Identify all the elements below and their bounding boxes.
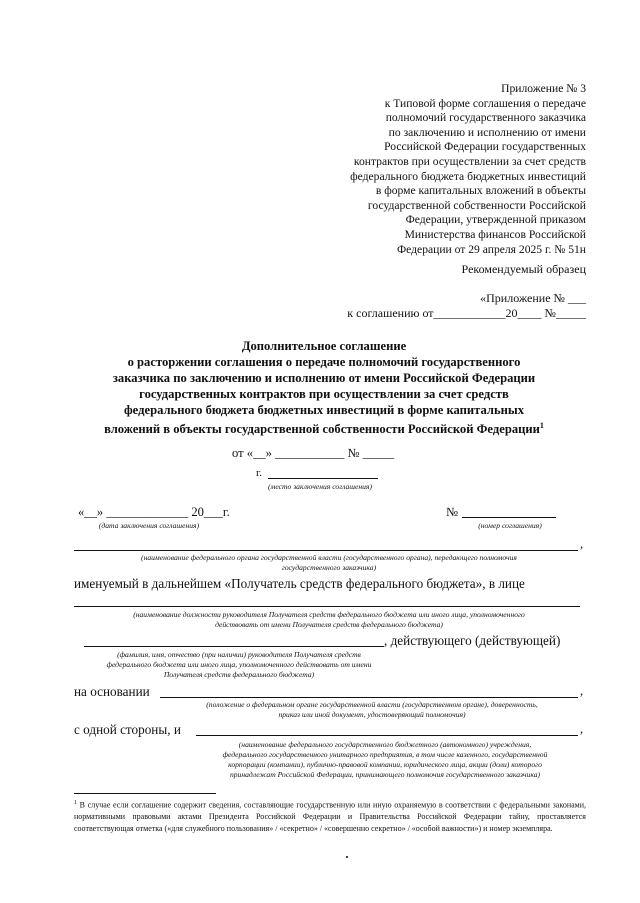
basis-label: на основании <box>74 684 150 699</box>
fullname-caption: (фамилия, имя, отчество (при наличии) руководителя Получателя средств федерального бюджета или иного лица, уполномоченного действовать от имени Получателя средств федерального бюджета) <box>106 650 372 679</box>
date-caption: (дата заключения соглашения) <box>98 521 200 530</box>
appendix-line: федерального бюджета бюджетных инвестиций <box>350 169 586 183</box>
footnote-number: 1 <box>74 800 77 806</box>
appendix-line: по заключению и исполнению от имени <box>388 125 586 139</box>
comma: , <box>580 684 584 698</box>
footnote-separator <box>74 793 216 794</box>
agreement-date-number: от «__» ___________ № _____ <box>232 446 395 460</box>
to-agreement-line: к соглашению от____________20____ №_____ <box>347 306 586 320</box>
position-caption: (наименование должности руководителя Получателя средств федерального бюджета или иного лица, уполномоченного действовать от имени Получателя средств федерального бюджета) <box>133 610 525 629</box>
comma: , <box>580 537 584 551</box>
title-line: заказчика по заключению и исполнению от имени Российской Федерации <box>112 371 536 385</box>
number-caption: (номер соглашения) <box>478 521 542 530</box>
acting-text: , действующего (действующей) <box>384 633 561 648</box>
place-line <box>268 478 378 479</box>
basis-caption: (положение о федеральном органе государственной власти (государственном органе), доверенность, приказ или иной документ, удостоверяющий полномочия) <box>206 700 538 719</box>
footnote <box>74 798 586 834</box>
party1-line <box>74 550 578 551</box>
recommended-sample: Рекомендуемый образец <box>461 262 586 276</box>
footnote-text: В случае если соглашение содержит сведения, составляющие государственную или иную охраняемую в соответствии с федеральными законами, нормативными правовыми актами Президента Российской Федерации и Правительства Российской Федерации тайну, проставляется соответствующая отметка («для служебного пользования» / «секретно» / «совершенно секретно» / «особой важности») и номер экземпляра. <box>74 800 586 833</box>
position-line <box>74 606 580 607</box>
named-recipient-line: именуемый в дальнейшем «Получатель средств федерального бюджета», в лице <box>74 576 525 591</box>
appendix-line: Российской Федерации государственных <box>384 140 586 154</box>
comma: , <box>580 722 584 736</box>
title-line: вложений в объекты государственной собственности Российской Федерации$^1$ <box>104 421 544 437</box>
party1-caption: (наименование федерального органа государственной власти (государственного органа), передающего полномочия государственного заказчика) <box>141 553 517 572</box>
appendix-line: Федерации от 29 апреля 2025 г. № 51н <box>397 242 586 256</box>
side-label: с одной стороны, и <box>74 722 181 737</box>
number-label: № <box>446 505 459 519</box>
fullname-line <box>84 646 384 647</box>
appendix-number: «Приложение № ___ <box>480 291 586 305</box>
title-line: федерального бюджета бюджетных инвестиций в форме капитальных <box>123 403 525 417</box>
document-title <box>60 338 588 437</box>
title-line: Дополнительное соглашение <box>241 339 407 353</box>
basis-line <box>160 697 578 698</box>
appendix-line: государственной собственности Российской <box>367 198 586 212</box>
party2-caption: (наименование федерального государственного бюджетного (автономного) учреждения, федерального государственного унитарного предприятия, в том числе казенного, государственной корпорации (компании), публично-правовой компании, юридического лица, акции (доли) которого принадлежат Российской Федерации, принимающего полномочия государственного заказчика) <box>222 740 548 779</box>
appendix-line: полномочий государственного заказчика <box>385 111 586 125</box>
appendix-line: Федерации, утвержденной приказом <box>405 213 586 227</box>
appendix-line: Приложение № 3 <box>501 82 586 95</box>
footnote-mark: 1 <box>539 421 544 430</box>
title-line: государственных контрактов при осуществлении за счет средств <box>139 387 509 401</box>
appendix-line: контрактов при осуществлении за счет средств <box>353 154 586 168</box>
appendix-line: Министерства финансов Российской <box>404 227 586 241</box>
appendix-header <box>270 82 586 257</box>
party2-line <box>196 735 578 736</box>
appendix-line: к Типовой форме соглашения о передаче <box>384 96 586 110</box>
city-prefix: г. <box>256 467 263 479</box>
place-caption: (место заключения соглашения) <box>268 482 372 491</box>
scan-speck <box>346 856 348 858</box>
title-line: о расторжении соглашения о передаче полномочий государственного <box>127 355 521 369</box>
number-line <box>462 517 556 518</box>
appendix-line: в форме капитальных вложений в объекты <box>375 184 586 198</box>
date-field: «__» _____________ 20___г. <box>78 505 230 519</box>
